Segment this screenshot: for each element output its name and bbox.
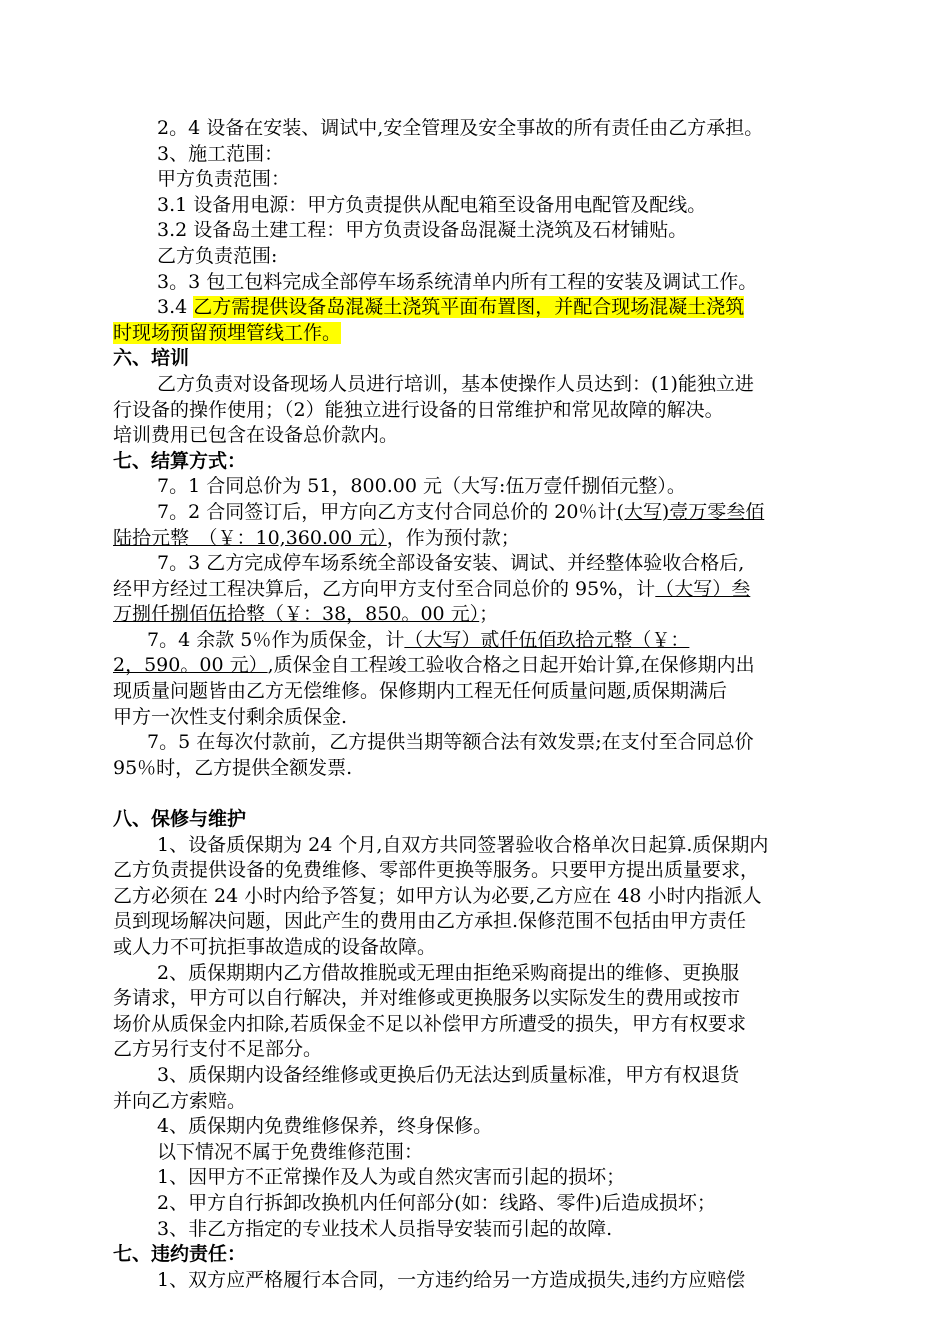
underlined-amount: 2，590。00 元） — [113, 654, 268, 677]
clause-3-2: 3.2 设备岛土建工程：甲方负责设备岛混凝土浇筑及石材铺贴。 — [157, 219, 688, 242]
warranty-item-1: 1、设备质保期为 24 个月,自双方共同签署验收合格单次日起算.质保期内 — [157, 833, 769, 856]
clause-7-5: 7。5 在每次付款前，乙方提供当期等额合法有效发票;在支付至合同总价 — [147, 731, 754, 754]
clause-3-3: 3。3 包工包料完成全部停车场系统清单内所有工程的安装及调试工作。 — [157, 270, 758, 293]
clause-2-4: 2。4 设备在安装、调试中,安全管理及安全事故的所有责任由乙方承担。 — [157, 117, 764, 139]
underlined-amount: 陆拾元整 （￥：10,360.00 元） — [113, 526, 387, 549]
section-7-heading: 七、结算方式： — [113, 449, 247, 472]
underlined-amount: （大写）贰仟伍佰玖拾元整（￥： — [404, 628, 690, 651]
exclusions-label: 以下情况不属于免费维修范围： — [157, 1140, 424, 1163]
clause-7-4-cont — [113, 653, 859, 679]
highlighted-text: 时现场预留预埋管线工作。 — [113, 321, 342, 344]
clause-7-2-cont — [113, 526, 859, 552]
exclusion-item-2: 2、甲方自行拆卸改换机内任何部分(如：线路、零件)后造成损坏； — [157, 1191, 716, 1214]
training-para: 乙方负责对设备现场人员进行培训，基本使操作人员达到：(1)能独立进 — [157, 372, 754, 395]
clause-3-4 — [113, 295, 859, 321]
clause-7-4-cont: 甲方一次性支付剩余质保金. — [113, 705, 348, 728]
clause-7-4-cont: 现质量问题皆由乙方无偿维修。保修期内工程无任何质量问题,质保期满后 — [113, 680, 728, 703]
party-a-scope-label: 甲方负责范围： — [157, 168, 291, 191]
warranty-item-1-cont: 员到现场解决问题，因此产生的费用由乙方承担.保修范围不包括由甲方责任 — [113, 910, 747, 933]
warranty-item-2-cont: 场价从质保金内扣除,若质保金不足以补偿甲方所遭受的损失，甲方有权要求 — [113, 1012, 747, 1035]
contract-page — [113, 116, 859, 1293]
clause-3-1: 3.1 设备用电源：甲方负责提供从配电箱至设备用电配管及配线。 — [157, 193, 707, 216]
section-6-heading: 六、培训 — [113, 347, 190, 370]
clause-3-heading: 3、施工范围： — [157, 142, 284, 165]
underlined-amount: 万捌仟捌佰伍拾整（￥：38，850。00 元） — [113, 603, 480, 626]
clause-7-3-text: 经甲方经过工程决算后，乙方向甲方支付至合同总价的 95%，计 — [113, 577, 656, 600]
clause-7-3-text: ； — [479, 603, 499, 626]
highlighted-text: 乙方需提供设备岛混凝土浇筑平面布置图，并配合现场混凝土浇筑 — [193, 296, 745, 319]
clause-7-2-text: 7。2 合同签订后，甲方向乙方支付合同总价的 20％计 — [157, 500, 617, 523]
clause-7-3-cont — [113, 602, 859, 628]
blank-line — [113, 781, 859, 807]
clause-7-3: 7。3 乙方完成停车场系统全部设备安装、调试、并经整体验收合格后, — [157, 552, 745, 575]
warranty-item-1-cont: 乙方负责提供设备的免费维修、零部件更换等服务。只要甲方提出质量要求， — [113, 859, 760, 882]
training-para-cont: 培训费用已包含在设备总价款内。 — [113, 424, 399, 447]
clause-7-2 — [113, 500, 859, 526]
exclusion-item-3: 3、非乙方指定的专业技术人员指导安装而引起的故障. — [157, 1217, 613, 1240]
clause-3-4-number: 3.4 — [157, 296, 194, 319]
section-breach-heading: 七、违约责任： — [113, 1243, 247, 1266]
warranty-item-2-cont: 乙方另行支付不足部分。 — [113, 1038, 323, 1061]
clause-3-4-cont — [113, 321, 859, 347]
clause-7-4 — [113, 628, 859, 654]
warranty-item-2-cont: 务请求，甲方可以自行解决，并对维修或更换服务以实际发生的费用或按市 — [113, 987, 741, 1010]
exclusion-item-1: 1、因甲方不正常操作及人为或自然灾害而引起的损坏； — [157, 1166, 626, 1189]
warranty-item-4: 4、质保期内免费维修保养，终身保修。 — [157, 1115, 493, 1138]
clause-7-5-cont: 95％时，乙方提供全额发票. — [113, 756, 353, 779]
warranty-item-3: 3、质保期内设备经维修或更换后仍无法达到质量标准，甲方有权退货 — [157, 1063, 740, 1086]
warranty-item-2: 2、质保期期内乙方借故推脱或无理由拒绝采购商提出的维修、更换服 — [157, 961, 740, 984]
underlined-amount: （大写）叁 — [655, 577, 751, 600]
party-b-scope-label: 乙方负责范围: — [157, 244, 278, 267]
warranty-item-1-cont: 乙方必须在 24 小时内给予答复；如甲方认为必要,乙方应在 48 小时内指派人 — [113, 884, 762, 907]
clause-7-2-text: ，作为预付款； — [386, 526, 520, 549]
underlined-amount: (大写)壹万零叁佰 — [616, 500, 765, 523]
warranty-item-3-cont: 并向乙方索赔。 — [113, 1089, 247, 1112]
clause-7-1: 7。1 合同总价为 51，800.00 元（大写:伍万壹仟捌佰元整）。 — [157, 475, 686, 498]
clause-7-3-cont — [113, 577, 859, 603]
section-8-heading: 八、保修与维护 — [113, 808, 247, 831]
warranty-item-1-cont: 或人力不可抗拒事故造成的设备故障。 — [113, 936, 437, 958]
training-para-cont: 行设备的操作使用；（2）能独立进行设备的日常维护和常见故障的解决。 — [113, 398, 724, 421]
clause-7-4-text: 7。4 余款 5％作为质保金，计 — [147, 628, 405, 651]
clause-7-4-text: ,质保金自工程竣工验收合格之日起开始计算,在保修期内出 — [267, 654, 755, 677]
breach-item-1: 1、双方应严格履行本合同，一方违约给另一方造成损失,违约方应赔偿 — [157, 1268, 746, 1291]
